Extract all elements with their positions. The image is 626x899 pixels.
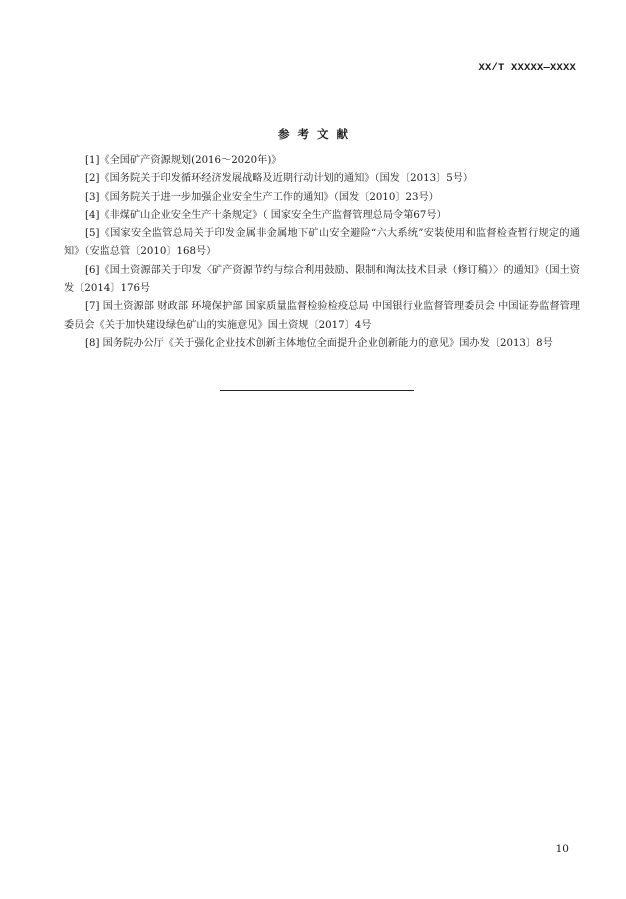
- reference-list: [64, 152, 580, 353]
- reference-item: [4]《非煤矿山企业安全生产十条规定》（ 国家安全生产监督管理总局令第67号）: [85, 209, 447, 221]
- reference-item: [3]《国务院关于进一步加强企业安全生产工作的通知》（国发〔2010〕23号）: [85, 191, 439, 203]
- reference-item: [7] 国土资源部 财政部 环境保护部 国家质量监督检验检疫总局 中国银行业监督管理委员会 中国证券监督管理委员会《关于加快建设绿色矿山的实施意见》国土资规〔2017〕4号: [64, 301, 580, 331]
- reference-item: [1]《全国矿产资源规划(2016～2020年)》: [85, 155, 282, 166]
- end-rule: [220, 390, 414, 391]
- page-number: 10: [555, 843, 569, 855]
- reference-item: [5]《国家安全监管总局关于印发金属非金属地下矿山安全避险“六大系统”安装使用和监督检查暂行规定的通知》（安监总管〔2010〕168号）: [64, 228, 580, 258]
- reference-item: [6]《国土资源部关于印发〈矿产资源节约与综合利用鼓励、限制和淘汰技术目录（修订稿）〉的通知》（国土资发〔2014〕176号: [64, 264, 580, 295]
- reference-item: [8] 国务院办公厅《关于强化企业技术创新主体地位全面提升企业创新能力的意见》国办发〔2013〕8号: [85, 337, 553, 349]
- document-code: XX/T XXXXX—XXXX: [478, 62, 576, 74]
- section-title: 参考文献: [278, 127, 356, 141]
- reference-item: [2]《国务院关于印发循环经济发展战略及近期行动计划的通知》（国发〔2013〕5号）: [85, 173, 474, 185]
